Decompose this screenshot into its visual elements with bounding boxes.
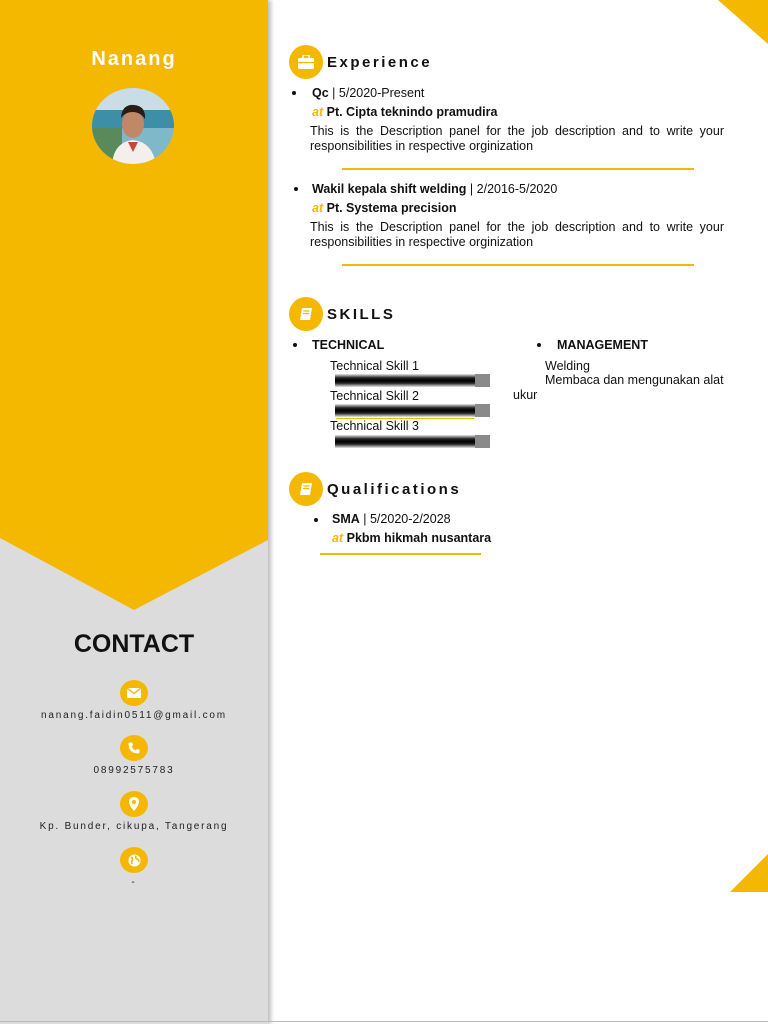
separator — [336, 418, 474, 419]
profile-photo — [92, 88, 174, 164]
at-label: at — [312, 201, 324, 215]
corner-triangle-top — [718, 0, 768, 44]
bullet — [294, 187, 298, 191]
experience-item-1-description: This is the Description panel for the job description and to write your responsibilities in respective orginization — [310, 124, 724, 153]
management-item-1: Welding — [545, 359, 590, 373]
qualifications-title: Qualifications — [327, 480, 462, 498]
skills-title: SKILLS — [327, 305, 396, 323]
at-label: at — [332, 531, 344, 545]
experience-header — [289, 45, 432, 79]
page-bottom-border — [0, 1021, 768, 1022]
corner-triangle-bottom — [730, 854, 768, 892]
technical-skill-3-fill — [335, 435, 475, 448]
contact-phone — [0, 735, 268, 776]
contact-website-text[interactable]: - — [131, 877, 137, 888]
briefcase-icon — [289, 45, 323, 79]
experience-title: Experience — [327, 53, 433, 71]
contact-phone-text[interactable]: 08992575783 — [93, 765, 175, 776]
bullet — [314, 518, 318, 522]
experience-item-2-heading: Wakil kepala shift welding | 2/2016-5/2020 — [312, 182, 558, 196]
management-heading: MANAGEMENT — [557, 338, 648, 352]
experience-item-2-period: 2/2016-5/2020 — [476, 182, 558, 196]
separator — [342, 264, 694, 266]
bullet — [537, 343, 541, 347]
book-icon — [289, 472, 323, 506]
management-item-2: Membaca dan mengunakan alat ukur — [513, 373, 724, 402]
technical-skill-2-label: Technical Skill 2 — [330, 389, 419, 403]
technical-skill-3-bar — [335, 435, 490, 448]
separator — [320, 553, 481, 555]
qualification-item-1-heading: SMA | 5/2020-2/2028 — [332, 512, 451, 526]
sidebar — [0, 0, 268, 1024]
qualifications-header — [289, 472, 461, 506]
technical-heading: TECHNICAL — [312, 338, 385, 352]
contact-title: CONTACT — [73, 630, 195, 658]
map-marker-icon — [120, 791, 148, 817]
contact-email — [0, 680, 268, 721]
bullet — [293, 343, 297, 347]
phone-icon — [120, 735, 148, 761]
contact-address-text: Kp. Bunder, cikupa, Tangerang — [39, 821, 229, 832]
profile-name: Nanang — [91, 48, 177, 70]
technical-skill-1-label: Technical Skill 1 — [330, 359, 419, 373]
qualification-item-1-school-line — [332, 531, 491, 545]
bullet — [292, 91, 296, 95]
experience-item-1-company: Pt. Cipta teknindo pramudira — [326, 105, 498, 119]
experience-item-1-period: 5/2020-Present — [338, 86, 425, 100]
technical-skill-1-bar — [335, 374, 490, 387]
qualification-item-1-period: 5/2020-2/2028 — [369, 512, 451, 526]
separator — [342, 168, 694, 170]
experience-item-2-company-line — [312, 201, 457, 215]
contact-website — [0, 847, 268, 888]
book-icon — [289, 297, 323, 331]
skills-header — [289, 297, 395, 331]
contact-email-text[interactable]: nanang.faidin0511@gmail.com — [41, 710, 227, 721]
experience-item-1-role: Qc — [312, 86, 329, 100]
globe-icon — [120, 847, 148, 873]
experience-item-1-company-line — [312, 105, 497, 119]
contact-address — [0, 791, 268, 832]
experience-item-1-heading: Qc | 5/2020-Present — [312, 86, 425, 100]
technical-skill-2-fill — [335, 404, 475, 417]
technical-skill-2-bar — [335, 404, 490, 417]
technical-skill-1-fill — [335, 374, 475, 387]
qualification-item-1-school: Pkbm hikmah nusantara — [346, 531, 492, 545]
qualification-item-1-degree: SMA — [332, 512, 360, 526]
experience-item-2-role: Wakil kepala shift welding — [312, 182, 467, 196]
envelope-icon — [120, 680, 148, 706]
experience-item-2-description: This is the Description panel for the job description and to write your responsibilities in respective orginization — [310, 220, 724, 249]
experience-item-2-company: Pt. Systema precision — [326, 201, 457, 215]
technical-skill-3-label: Technical Skill 3 — [330, 419, 419, 433]
at-label: at — [312, 105, 324, 119]
